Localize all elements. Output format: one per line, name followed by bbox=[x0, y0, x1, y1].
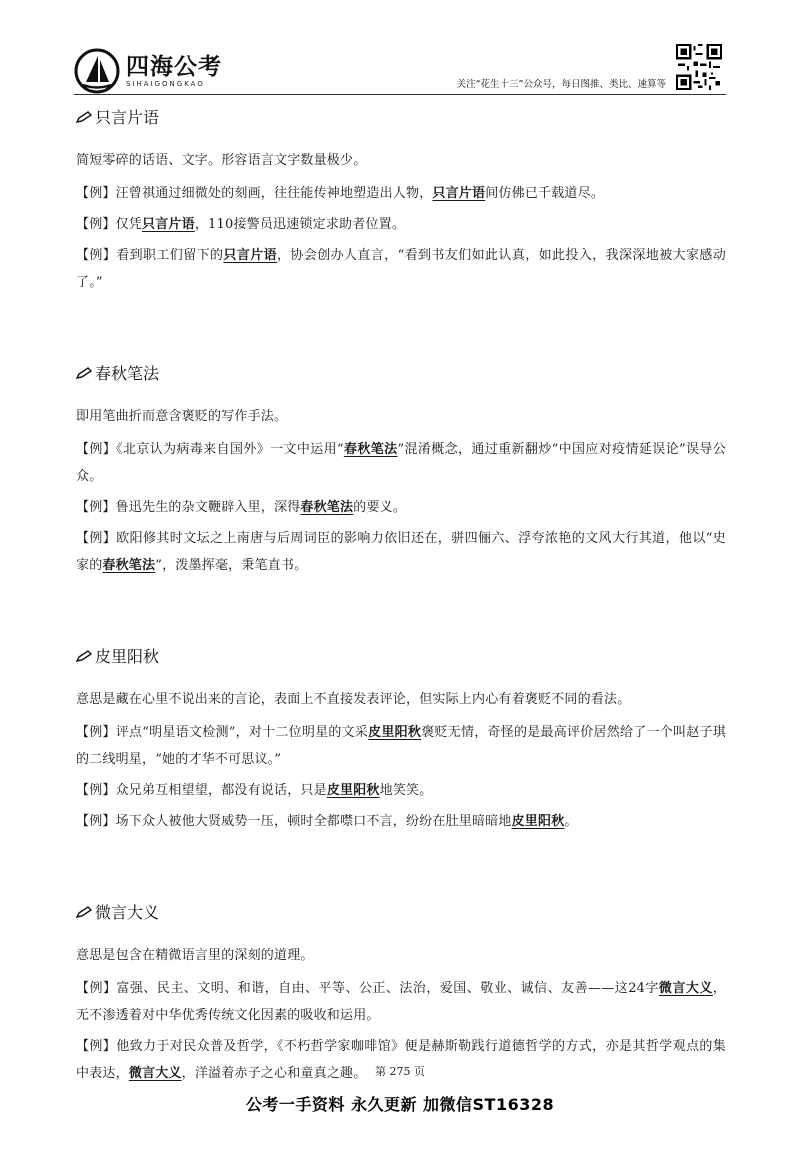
logo-subtitle: SIHAIGONGKAO bbox=[126, 79, 205, 88]
idiom-term: 只言片语 bbox=[432, 186, 486, 201]
example bbox=[76, 808, 726, 835]
pencil-icon bbox=[76, 367, 93, 380]
section-heading bbox=[76, 645, 726, 669]
logo bbox=[74, 48, 222, 94]
section-title: 春秋笔法 bbox=[95, 364, 160, 383]
definition: 意思是藏在心里不说出来的言论，表面上不直接发表评论，但实际上内心有着褒贬不同的看法。 bbox=[76, 692, 631, 707]
section-title: 只言片语 bbox=[95, 108, 160, 127]
page-number: 第 275 页 bbox=[375, 1065, 425, 1078]
idiom-term: 春秋笔法 bbox=[300, 500, 354, 515]
example-text: 。 bbox=[564, 814, 578, 829]
example-text: 间仿佛已千载道尽。 bbox=[485, 186, 605, 201]
section-title: 皮里阳秋 bbox=[95, 647, 160, 666]
definition: 简短零碎的话语、文字。形容语言文字数量极少。 bbox=[76, 153, 367, 168]
idiom-section bbox=[76, 106, 726, 296]
example-text: ，协会创办人直言，“看到书友们如此认真，如此投入，我深深地被大家感动了。” bbox=[76, 248, 726, 290]
example bbox=[76, 719, 726, 773]
example-text: 【例】众兄弟互相望望，都没有说话，只是 bbox=[76, 783, 327, 798]
example bbox=[76, 211, 726, 238]
example bbox=[76, 436, 726, 490]
idiom-section bbox=[76, 645, 726, 835]
pencil-icon bbox=[76, 906, 93, 919]
example bbox=[76, 242, 726, 296]
idiom-term: 皮里阳秋 bbox=[511, 814, 565, 829]
idiom-term: 皮里阳秋 bbox=[368, 725, 422, 740]
example-text: 【例】鲁迅先生的杂文鞭辟入里，深得 bbox=[76, 500, 301, 515]
idiom-term: 微言大义 bbox=[128, 1066, 182, 1081]
section-heading bbox=[76, 362, 726, 386]
example-text: 【例】他致力于对民众普及哲学，《不朽哲学家咖啡馆》便是赫斯勒践行道德哲学的方式，亦是其哲学观点的集中表达， bbox=[76, 1039, 726, 1081]
logo-title: 四海公考 bbox=[126, 53, 222, 80]
example-text: 地笑笑。 bbox=[379, 783, 433, 798]
idiom-term: 只言片语 bbox=[142, 217, 195, 232]
example bbox=[76, 180, 726, 207]
example bbox=[76, 777, 726, 804]
example-text: ”混淆概念，通过重新翻炒“中国应对疫情延误论”误导公众。 bbox=[76, 442, 726, 484]
sail-logo-icon bbox=[74, 48, 120, 94]
header-note: 关注“花生十三”公众号，每日图推、类比、速算等 bbox=[456, 79, 666, 90]
qr-code-icon bbox=[676, 44, 722, 90]
example-text: ，洋溢着赤子之心和童真之趣。 bbox=[181, 1066, 367, 1081]
pencil-icon bbox=[76, 650, 93, 663]
footer-banner: 公考一手资料 永久更新 加微信ST16328 bbox=[245, 1095, 555, 1114]
section-title: 微言大义 bbox=[95, 903, 160, 922]
example-text: 【例】评点“明星语文检测”，对十二位明星的文采 bbox=[76, 725, 369, 740]
page-content bbox=[76, 106, 726, 1153]
idiom-section bbox=[76, 901, 726, 1087]
example-text: 【例】仅凭 bbox=[76, 217, 143, 232]
example bbox=[76, 525, 726, 579]
definition: 即用笔曲折而意含褒贬的写作手法。 bbox=[76, 409, 288, 424]
example-text: 【例】场下众人被他大贤威势一压，顿时全都噤口不言，纷纷在肚里暗暗地 bbox=[76, 814, 512, 829]
idiom-term: 春秋笔法 bbox=[343, 442, 398, 457]
example-text: 【例】富强、民主、文明、和谐，自由、平等、公正、法治，爱国、敬业、诚信、友善——这24字 bbox=[76, 981, 659, 996]
example-text: 的要义。 bbox=[353, 500, 407, 515]
example-text: 【例】汪曾祺通过细微处的刻画，往往能传神地塑造出人物， bbox=[76, 186, 433, 201]
definition: 意思是包含在精微语言里的深刻的道理。 bbox=[76, 948, 314, 963]
example-text: 【例】看到职工们留下的 bbox=[76, 248, 224, 263]
example bbox=[76, 494, 726, 521]
idiom-term: 皮里阳秋 bbox=[326, 783, 380, 798]
idiom-term: 微言大义 bbox=[658, 981, 713, 996]
example-text: 【例】欧阳修其时文坛之上南唐与后周词臣的影响力依旧还在，骈四俪六、浮夸浓艳的文风大行其道，他以“史家的 bbox=[76, 531, 726, 573]
example-text: ，无不渗透着对中华优秀传统文化因素的吸收和运用。 bbox=[76, 981, 726, 1023]
section-heading bbox=[76, 901, 726, 925]
pencil-icon bbox=[76, 111, 93, 124]
header-divider bbox=[74, 94, 726, 95]
example-text: ”，泼墨挥毫，秉笔直书。 bbox=[155, 558, 308, 573]
idiom-term: 春秋笔法 bbox=[102, 558, 156, 573]
section-heading bbox=[76, 106, 726, 130]
example bbox=[76, 975, 726, 1029]
example-text: 褒贬无情，奇怪的是最高评价居然给了一个叫赵子琪的二线明星，“她的才华不可思议。” bbox=[76, 725, 726, 767]
page-header bbox=[0, 0, 800, 100]
idiom-section bbox=[76, 362, 726, 579]
example-text: ，110接警员迅速锁定求助者位置。 bbox=[194, 217, 406, 232]
example-text: 【例】《北京认为病毒来自国外》一文中运用“ bbox=[76, 442, 344, 457]
idiom-term: 只言片语 bbox=[223, 248, 277, 263]
